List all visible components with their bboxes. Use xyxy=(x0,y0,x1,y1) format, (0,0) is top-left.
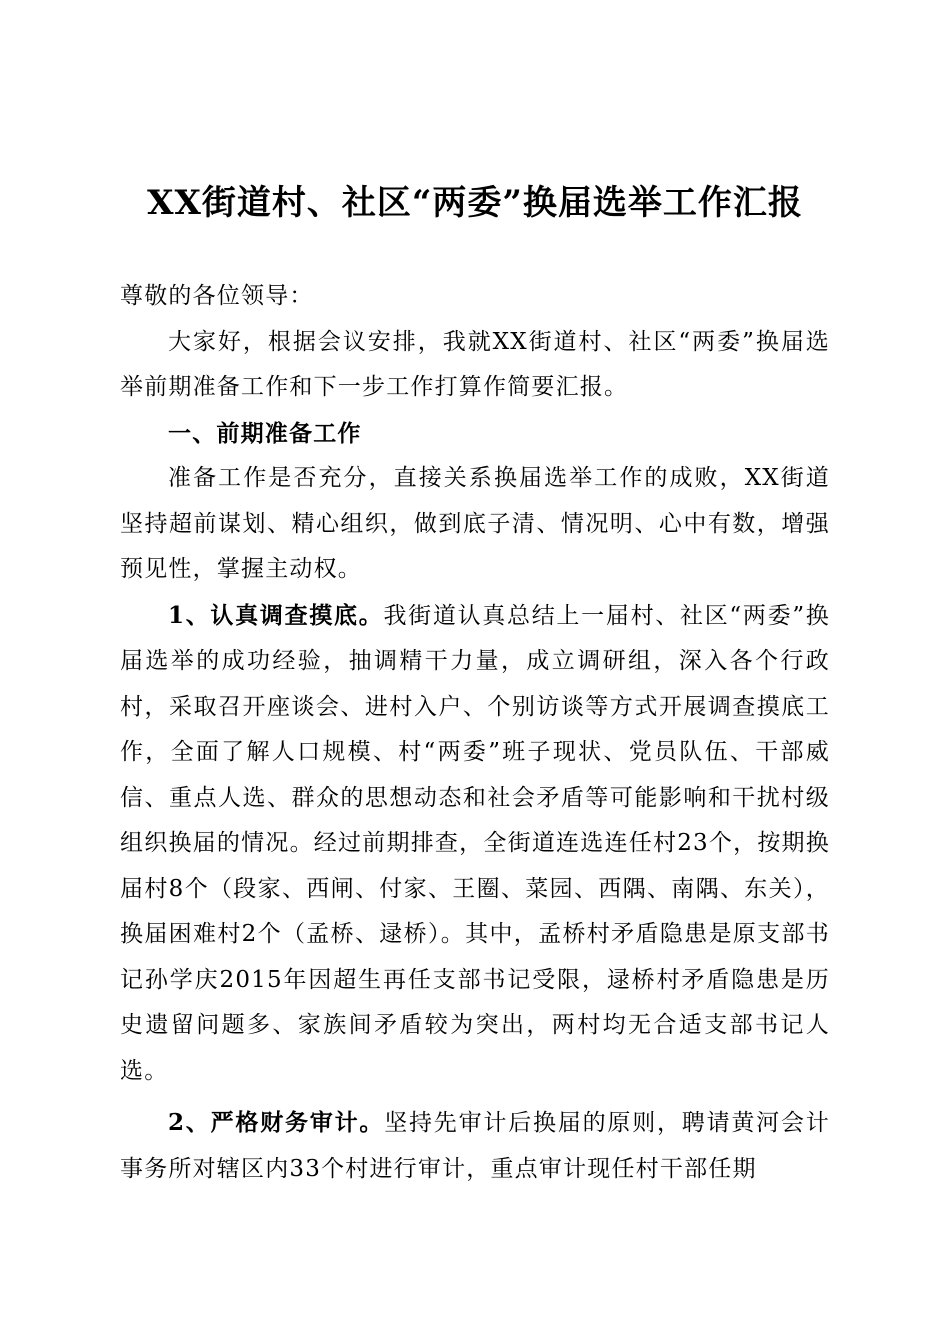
item-lead-2: 2、严格财务审计。 xyxy=(168,1109,385,1136)
document-body xyxy=(120,274,830,1192)
document-title: XX街道村、社区“两委”换届选举工作汇报 xyxy=(147,183,803,223)
item-paragraph-1 xyxy=(120,593,830,1095)
intro-paragraph: 大家好，根据会议安排，我就XX街道村、社区“两委”换届选举前期准备工作和下一步工作打算作简要汇报。 xyxy=(120,328,830,400)
item-lead-1: 1、认真调查摸底。 xyxy=(168,601,384,629)
item-text-2: 坚持先审计后换届的原则，聘请黄河会计事务所对辖区内33个村进行审计，重点审计现任村干部任期 xyxy=(120,1110,830,1182)
item-text-1: 我街道认真总结上一届村、社区“两委”换届选举的成功经验，抽调精干力量，成立调研组，深入各个行政村，采取召开座谈会、进村入户、个别访谈等方式开展调查摸底工作，全面了解人口规模、村“两委”班子现状、党员队伍、干部威信、重点人选、群众的思想动态和社会矛盾等可能影响和干扰村级组织换届的情况。经过前期排查，全街道连选连任村23个，按期换届村8个（段家、西闸、付家、王圈、菜园、西隅、南隅、东关），换届困难村2个（孟桥、逯桥）。其中，孟桥村矛盾隐患是原支部书记孙学庆2015年因超生再任支部书记受限，逯桥村矛盾隐患是历史遗留问题多、家族间矛盾较为突出，两村均无合适支部书记人选。 xyxy=(120,602,830,1084)
salutation: 尊敬的各位领导： xyxy=(120,283,314,309)
section-paragraph: 准备工作是否充分，直接关系换届选举工作的成败，XX街道坚持超前谋划、精心组织，做到底子清、情况明、心中有数，增强预见性，掌握主动权。 xyxy=(120,465,830,582)
section-heading: 一、前期准备工作 xyxy=(168,419,362,447)
item-paragraph-2 xyxy=(120,1100,830,1192)
